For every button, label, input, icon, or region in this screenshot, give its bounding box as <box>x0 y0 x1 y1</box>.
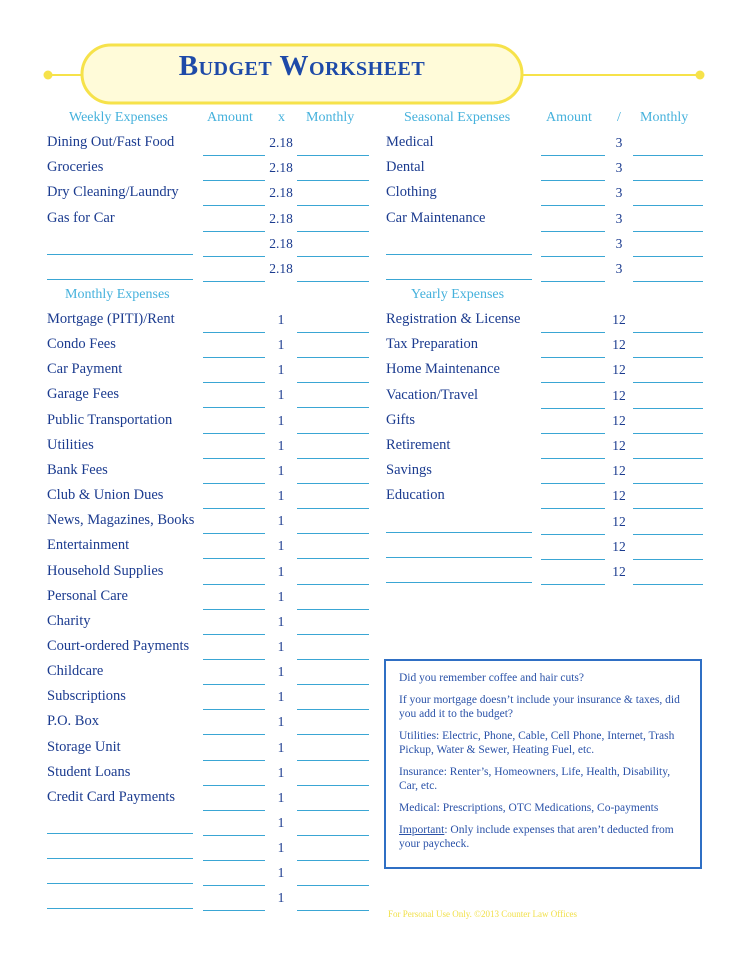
tip-important <box>399 823 687 851</box>
monthly-amount-line[interactable] <box>203 785 265 786</box>
monthly-item-blank-line[interactable] <box>47 883 193 884</box>
seasonal-item-blank-line[interactable] <box>386 254 532 255</box>
monthly-amount-line[interactable] <box>203 684 265 685</box>
monthly-amount-line[interactable] <box>203 458 265 459</box>
yearly-item-blank-line[interactable] <box>386 582 532 583</box>
monthly-item-label: Bank Fees <box>47 461 108 478</box>
monthly-multiplier: 1 <box>277 815 285 830</box>
yearly-amount-line[interactable] <box>541 584 605 585</box>
monthly-monthly-line[interactable] <box>297 458 369 459</box>
weekly-monthly-line[interactable] <box>297 155 369 156</box>
monthly-amount-line[interactable] <box>203 885 265 886</box>
monthly-amount-line[interactable] <box>203 860 265 861</box>
weekly-multiplier: 2.18 <box>269 160 293 176</box>
weekly-amount-line[interactable] <box>203 256 265 257</box>
yearly-multiplier: 12 <box>612 463 626 479</box>
yearly-amount-line[interactable] <box>541 357 605 358</box>
monthly-monthly-line[interactable] <box>297 433 369 434</box>
yearly-monthly-line[interactable] <box>633 508 703 509</box>
monthly-amount-line[interactable] <box>203 760 265 761</box>
weekly-monthly-header: Monthly <box>306 110 355 125</box>
monthly-item-label: Entertainment <box>47 537 130 554</box>
monthly-monthly-line[interactable] <box>297 659 369 660</box>
monthly-amount-line[interactable] <box>203 835 265 836</box>
monthly-monthly-line[interactable] <box>297 558 369 559</box>
seasonal-item-label: Dental <box>386 159 425 176</box>
monthly-multiplier: 1 <box>277 840 285 856</box>
monthly-multiplier: 1 <box>277 664 285 680</box>
yearly-amount-line[interactable] <box>541 433 605 434</box>
monthly-amount-line[interactable] <box>203 584 265 585</box>
monthly-multiplier: 1 <box>277 337 285 353</box>
weekly-multiplier: 2.18 <box>269 235 293 251</box>
seasonal-amount-line[interactable] <box>541 205 605 206</box>
monthly-amount-line[interactable] <box>203 734 265 735</box>
monthly-monthly-line[interactable] <box>297 709 369 710</box>
weekly-amount-line[interactable] <box>203 231 265 232</box>
monthly-item-label: P.O. Box <box>47 713 99 730</box>
tip-mortgage: If your mortgage doesn’t include your insurance & taxes, did you add it to the budget? <box>399 694 680 720</box>
monthly-item-blank-line[interactable] <box>47 858 193 859</box>
weekly-amount-line[interactable] <box>203 281 265 282</box>
yearly-amount-line[interactable] <box>541 332 605 333</box>
seasonal-multiplier: 3 <box>615 235 623 251</box>
tip-utilities: Utilities: Electric, Phone, Cable, Cell Phone, Internet, Trash Pickup, Water & Sewer, Heating Fuel, etc. <box>399 730 675 756</box>
monthly-multiplier: 1 <box>277 312 285 327</box>
monthly-multiplier: 1 <box>277 865 285 881</box>
weekly-monthly-line[interactable] <box>297 231 369 232</box>
monthly-item-label: Household Supplies <box>47 562 164 579</box>
yearly-multiplier: 12 <box>612 412 626 428</box>
monthly-amount-line[interactable] <box>203 910 265 911</box>
monthly-monthly-line[interactable] <box>297 785 369 786</box>
yearly-monthly-line[interactable] <box>633 408 703 409</box>
seasonal-multiplier: 3 <box>615 261 623 276</box>
monthly-multiplier: 1 <box>277 563 285 579</box>
monthly-monthly-line[interactable] <box>297 508 369 509</box>
monthly-multiplier: 1 <box>277 739 285 755</box>
yearly-monthly-line[interactable] <box>633 382 703 383</box>
yearly-item-label: Retirement <box>386 437 451 453</box>
yearly-monthly-line[interactable] <box>633 433 703 434</box>
monthly-item-blank-line[interactable] <box>47 833 193 834</box>
monthly-monthly-line[interactable] <box>297 533 369 534</box>
seasonal-item-label: Clothing <box>386 184 437 201</box>
yearly-multiplier: 12 <box>612 513 626 529</box>
weekly-multiplier: 2.18 <box>269 210 293 226</box>
monthly-monthly-line[interactable] <box>297 634 369 635</box>
seasonal-monthly-line[interactable] <box>633 281 703 282</box>
monthly-multiplier: 1 <box>277 714 285 730</box>
weekly-amount-line[interactable] <box>203 205 265 206</box>
seasonal-header: Seasonal Expenses <box>404 110 511 125</box>
monthly-monthly-line[interactable] <box>297 609 369 610</box>
seasonal-amount-header: Amount <box>546 110 592 125</box>
yearly-multiplier: 12 <box>612 538 626 554</box>
monthly-amount-line[interactable] <box>203 533 265 534</box>
monthly-amount-line[interactable] <box>203 407 265 408</box>
monthly-amount-line[interactable] <box>203 634 265 635</box>
weekly-multiplier: 2.18 <box>269 261 293 276</box>
monthly-item-label: Personal Care <box>47 587 128 604</box>
yearly-item-label: Registration & License <box>386 311 521 327</box>
monthly-item-label: Car Payment <box>47 361 123 378</box>
yearly-item-blank-line[interactable] <box>386 557 532 558</box>
monthly-amount-line[interactable] <box>203 357 265 358</box>
seasonal-multiplier: 3 <box>615 135 623 150</box>
weekly-amount-line[interactable] <box>203 180 265 181</box>
monthly-amount-line[interactable] <box>203 382 265 383</box>
yearly-monthly-line[interactable] <box>633 483 703 484</box>
monthly-amount-line[interactable] <box>203 810 265 811</box>
tip-important-label: Important <box>399 824 445 836</box>
yearly-monthly-line[interactable] <box>633 584 703 585</box>
yearly-amount-line[interactable] <box>541 559 605 560</box>
monthly-item-label: Subscriptions <box>47 688 126 705</box>
monthly-monthly-line[interactable] <box>297 835 369 836</box>
monthly-monthly-line[interactable] <box>297 760 369 761</box>
tips-box <box>384 659 702 869</box>
monthly-multiplier: 1 <box>277 613 285 629</box>
seasonal-item-blank-line[interactable] <box>386 279 532 280</box>
monthly-item-label: News, Magazines, Books <box>47 512 195 529</box>
yearly-monthly-line[interactable] <box>633 332 703 333</box>
yearly-multiplier: 12 <box>612 564 626 579</box>
monthly-monthly-line[interactable] <box>297 684 369 685</box>
monthly-amount-line[interactable] <box>203 609 265 610</box>
seasonal-monthly-line[interactable] <box>633 205 703 206</box>
weekly-item-blank-line[interactable] <box>47 254 193 255</box>
monthly-item-blank-line[interactable] <box>47 908 193 909</box>
tip-important-text: : Only include expenses that aren’t deducted from your paycheck. <box>399 824 674 850</box>
tip-insurance: Insurance: Renter’s, Homeowners, Life, Health, Disability, Car, etc. <box>399 766 671 792</box>
yearly-amount-line[interactable] <box>541 382 605 383</box>
tip-coffee: Did you remember coffee and hair cuts? <box>399 672 584 684</box>
footer-copyright: For Personal Use Only. ©2013 Counter Law Offices <box>388 909 578 919</box>
monthly-item-label: Court-ordered Payments <box>47 637 190 654</box>
seasonal-multiplier: 3 <box>615 160 623 176</box>
yearly-item-label: Vacation/Travel <box>386 386 479 403</box>
seasonal-amount-line[interactable] <box>541 281 605 282</box>
yearly-item-label: Savings <box>386 462 432 479</box>
yearly-amount-line[interactable] <box>541 458 605 459</box>
monthly-item-label: Condo Fees <box>47 336 116 353</box>
monthly-item-label: Utilities <box>47 436 94 453</box>
monthly-multiplier: 1 <box>277 437 285 453</box>
monthly-monthly-line[interactable] <box>297 357 369 358</box>
yearly-monthly-line[interactable] <box>633 458 703 459</box>
monthly-multiplier: 1 <box>277 638 285 654</box>
seasonal-amount-line[interactable] <box>541 256 605 257</box>
monthly-multiplier: 1 <box>277 890 285 906</box>
weekly-item-blank-line[interactable] <box>47 279 193 280</box>
seasonal-monthly-line[interactable] <box>633 155 703 156</box>
monthly-monthly-line[interactable] <box>297 382 369 383</box>
yearly-multiplier: 12 <box>612 362 626 378</box>
seasonal-amount-line[interactable] <box>541 180 605 181</box>
monthly-item-label: Storage Unit <box>47 738 121 755</box>
seasonal-multiplier: 3 <box>615 210 623 226</box>
seasonal-amount-line[interactable] <box>541 155 605 156</box>
monthly-monthly-line[interactable] <box>297 734 369 735</box>
yearly-item-blank-line[interactable] <box>386 532 532 533</box>
seasonal-amount-line[interactable] <box>541 231 605 232</box>
yearly-multiplier: 12 <box>612 312 626 327</box>
monthly-monthly-line[interactable] <box>297 860 369 861</box>
monthly-monthly-line[interactable] <box>297 584 369 585</box>
monthly-multiplier: 1 <box>277 462 285 478</box>
monthly-multiplier: 1 <box>277 513 285 529</box>
monthly-item-label: Garage Fees <box>47 386 120 403</box>
monthly-amount-line[interactable] <box>203 508 265 509</box>
seasonal-monthly-line[interactable] <box>633 231 703 232</box>
monthly-item-label: Mortgage (PITI)/Rent <box>47 311 175 327</box>
monthly-multiplier: 1 <box>277 789 285 805</box>
yearly-item-label: Education <box>386 487 445 504</box>
yearly-multiplier: 12 <box>612 337 626 353</box>
monthly-item-label: Club & Union Dues <box>47 487 164 504</box>
monthly-multiplier: 1 <box>277 538 285 554</box>
monthly-amount-line[interactable] <box>203 709 265 710</box>
weekly-monthly-line[interactable] <box>297 281 369 282</box>
monthly-item-label: Charity <box>47 612 91 629</box>
monthly-amount-line[interactable] <box>203 332 265 333</box>
monthly-item-label: Childcare <box>47 663 104 680</box>
yearly-header: Yearly Expenses <box>411 287 505 302</box>
monthly-multiplier: 1 <box>277 362 285 378</box>
monthly-multiplier: 1 <box>277 412 285 428</box>
yearly-item-label: Gifts <box>386 411 415 428</box>
monthly-multiplier: 1 <box>277 387 285 403</box>
seasonal-item-label: Car Maintenance <box>386 209 486 226</box>
monthly-multiplier: 1 <box>277 588 285 604</box>
monthly-multiplier: 1 <box>277 689 285 705</box>
yearly-multiplier: 12 <box>612 387 626 403</box>
weekly-multiplier: 2.18 <box>269 185 293 201</box>
yearly-multiplier: 12 <box>612 438 626 453</box>
weekly-monthly-line[interactable] <box>297 180 369 181</box>
monthly-item-label: Credit Card Payments <box>47 788 176 805</box>
page-title: Budget Worksheet <box>178 50 426 82</box>
title-banner <box>0 0 749 110</box>
seasonal-monthly-line[interactable] <box>633 180 703 181</box>
yearly-item-label: Tax Preparation <box>386 336 478 353</box>
yearly-multiplier: 12 <box>612 488 626 504</box>
weekly-monthly-line[interactable] <box>297 256 369 257</box>
weekly-amount-line[interactable] <box>203 155 265 156</box>
monthly-monthly-line[interactable] <box>297 910 369 911</box>
monthly-multiplier: 1 <box>277 488 285 504</box>
monthly-monthly-line[interactable] <box>297 483 369 484</box>
yearly-item-label: Home Maintenance <box>386 361 500 378</box>
weekly-item-label: Groceries <box>47 159 104 176</box>
weekly-header: Weekly Expenses <box>69 110 168 125</box>
seasonal-monthly-line[interactable] <box>633 256 703 257</box>
yearly-amount-line[interactable] <box>541 408 605 409</box>
monthly-multiplier: 1 <box>277 764 285 780</box>
yearly-amount-line[interactable] <box>541 508 605 509</box>
monthly-monthly-line[interactable] <box>297 407 369 408</box>
tip-medical: Medical: Prescriptions, OTC Medications, Co-payments <box>399 802 659 814</box>
seasonal-op-header: / <box>617 110 621 125</box>
weekly-item-label: Gas for Car <box>47 209 115 226</box>
weekly-item-label: Dry Cleaning/Laundry <box>47 184 179 201</box>
weekly-item-label: Dining Out/Fast Food <box>47 134 175 150</box>
weekly-multiplier: 2.18 <box>269 135 293 150</box>
monthly-item-label: Student Loans <box>47 763 131 780</box>
yearly-amount-line[interactable] <box>541 483 605 484</box>
monthly-monthly-line[interactable] <box>297 885 369 886</box>
seasonal-multiplier: 3 <box>615 185 623 201</box>
monthly-amount-line[interactable] <box>203 558 265 559</box>
monthly-amount-line[interactable] <box>203 433 265 434</box>
weekly-monthly-line[interactable] <box>297 205 369 206</box>
monthly-monthly-line[interactable] <box>297 810 369 811</box>
seasonal-item-label: Medical <box>386 134 434 150</box>
monthly-monthly-line[interactable] <box>297 332 369 333</box>
yearly-monthly-line[interactable] <box>633 559 703 560</box>
monthly-header: Monthly Expenses <box>65 287 170 302</box>
weekly-amount-header: Amount <box>207 110 253 125</box>
yearly-amount-line[interactable] <box>541 534 605 535</box>
monthly-amount-line[interactable] <box>203 659 265 660</box>
weekly-op-header: x <box>278 110 285 125</box>
monthly-item-label: Public Transportation <box>47 411 173 428</box>
seasonal-monthly-header: Monthly <box>640 110 689 125</box>
yearly-monthly-line[interactable] <box>633 357 703 358</box>
monthly-amount-line[interactable] <box>203 483 265 484</box>
yearly-monthly-line[interactable] <box>633 534 703 535</box>
